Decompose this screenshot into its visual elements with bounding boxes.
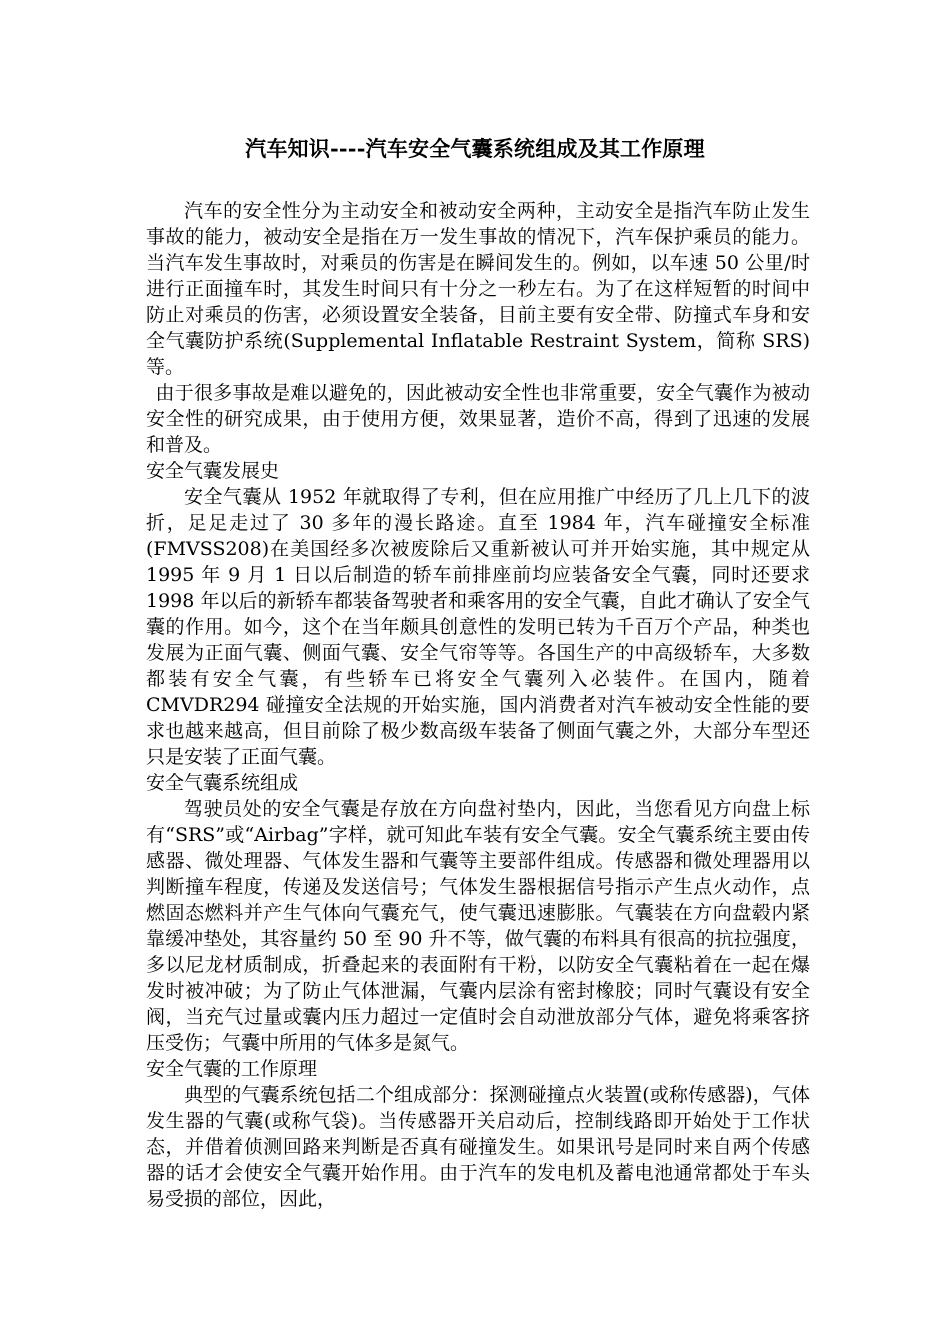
section-heading-principle: 安全气囊的工作原理	[146, 1058, 318, 1080]
section-heading-history: 安全气囊发展史	[146, 460, 280, 482]
paragraph-intro: 汽车的安全性分为主动安全和被动安全两种，主动安全是指汽车防止发生事故的能力，被动安全是指在万一发生事故的情况下，汽车保护乘员的能力。当汽车发生事故时，对乘员的伤害是在瞬间发生的。例如，以车速 50 公里/时进行正面撞车时，其发生时间只有十分之一秒左右。为了在这样短暂的时间中防止对乘员的伤害，必须设置安全装备，目前主要有安全带、防撞式车身和安全气囊防护系统(Supplemental Inflatable Restraint System，简称 SRS)等。	[146, 200, 810, 378]
document-body	[146, 198, 810, 1212]
paragraph-passive-safety: 由于很多事故是难以避免的，因此被动安全性也非常重要，安全气囊作为被动安全性的研究成果，由于使用方便，效果显著，造价不高，得到了迅速的发展和普及。	[146, 382, 810, 456]
paragraph-history: 安全气囊从 1952 年就取得了专利，但在应用推广中经历了几上几下的波折，足足走过了 30 多年的漫长路途。直至 1984 年，汽车碰撞安全标准(FMVSS208)在美国经多次被废除后又重新被认可并开始实施，其中规定从 1995 年 9 月 1 日以后制造的轿车前排座前均应装备安全气囊，同时还要求 1998 年以后的新轿车都装备驾驶者和乘客用的安全气囊，自此才确认了安全气囊的作用。如今，这个在当年颇具创意性的发明已转为千百万个产品，种类也发展为正面气囊、侧面气囊、安全气帘等等。各国生产的中高级轿车，大多数都装有安全气囊，有些轿车已将安全气囊列入必装件。在国内，随着 CMVDR294 碰撞安全法规的开始实施，国内消费者对汽车被动安全性能的要求也越来越高，但目前除了极少数高级车装备了侧面气囊之外，大部分车型还只是安装了正面气囊。	[146, 486, 810, 768]
paragraph-components: 驾驶员处的安全气囊是存放在方向盘衬垫内，因此，当您看见方向盘上标有“SRS”或“Airbag”字样，就可知此车装有安全气囊。安全气囊系统主要由传感器、微处理器、气体发生器和气囊等主要部件组成。传感器和微处理器用以判断撞车程度，传递及发送信号；气体发生器根据信号指示产生点火动作，点燃固态燃料并产生气体向气囊充气，使气囊迅速膨胀。气囊装在方向盘毂内紧靠缓冲垫处，其容量约 50 至 90 升不等，做气囊的布料具有很高的抗拉强度，多以尼龙材质制成，折叠起来的表面附有干粉，以防安全气囊粘着在一起在爆发时被冲破；为了防止气体泄漏，气囊内层涂有密封橡胶；同时气囊设有安全阀，当充气过量或囊内压力超过一定值时会自动泄放部分气体，避免将乘客挤压受伤；气囊中所用的气体多是氮气。	[146, 798, 810, 1054]
paragraph-principle: 典型的气囊系统包括二个组成部分：探测碰撞点火装置(或称传感器)，气体发生器的气囊(或称气袋)。当传感器开关启动后，控制线路即开始处于工作状态，并借着侦测回路来判断是否真有碰撞发生。如果讯号是同时来自两个传感器的话才会使安全气囊开始作用。由于汽车的发电机及蓄电池通常都处于车头易受损的部位，因此，	[146, 1084, 810, 1210]
document-title: 汽车知识----汽车安全气囊系统组成及其工作原理	[245, 136, 705, 161]
section-heading-components: 安全气囊系统组成	[146, 772, 299, 794]
